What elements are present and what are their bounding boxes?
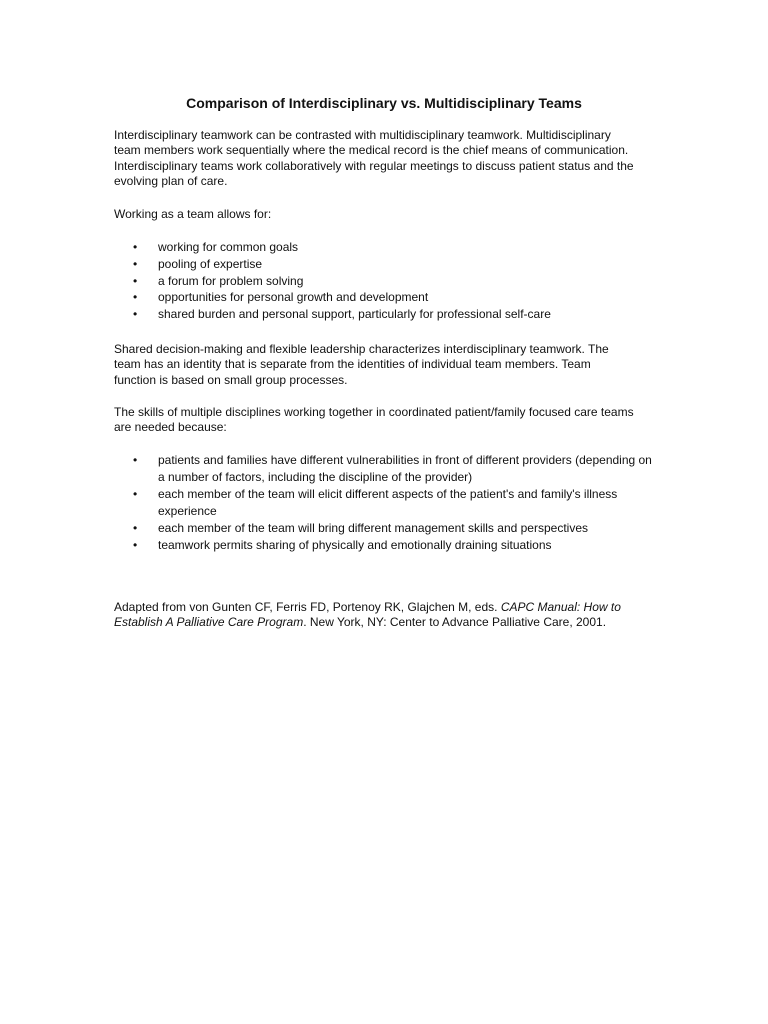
bullet-icon: •: [133, 290, 138, 305]
bullet-icon: •: [133, 538, 138, 553]
skills-intro-paragraph: The skills of multiple disciplines working together in coordinated patient/family focused care teams are needed because:: [114, 405, 634, 435]
list-item: [114, 452, 654, 486]
bullet-icon: •: [133, 307, 138, 322]
list-item-text: pooling of expertise: [158, 256, 263, 271]
bullet-icon: •: [133, 240, 138, 254]
intro-paragraph: Interdisciplinary teamwork can be contrasted with multidisciplinary teamwork. Multidisciplinary team members work sequentially where the medical record is the chief means of communication. Interdisciplinary teams work collaboratively with regular meetings to discuss patient status and the evolving plan of care.: [114, 128, 634, 189]
citation-title: CAPC Manual: How to Establish A Palliative Care Program: [114, 600, 621, 630]
list-item-text: working for common goals: [158, 240, 299, 254]
page-title: Comparison of Interdisciplinary vs. Multidisciplinary Teams: [186, 95, 582, 111]
list-item: [114, 520, 654, 537]
needed-list: [114, 452, 654, 555]
bullet-icon: •: [133, 521, 138, 536]
list-item-text: a forum for problem solving: [158, 273, 304, 288]
citation: [114, 600, 634, 631]
list-item: [114, 537, 654, 554]
list-item: [114, 486, 654, 520]
list-item-text: shared burden and personal support, particularly for professional self-care: [158, 307, 551, 322]
citation-suffix: . New York, NY: Center to Advance Palliative Care, 2001.: [303, 615, 607, 630]
list-item-text: opportunities for personal growth and development: [158, 290, 429, 305]
list-item: [114, 273, 654, 290]
list-item-text: patients and families have different vulnerabilities in front of different providers (depending on a number of factors, including the discipline of the provider): [158, 453, 652, 484]
allows-list: [114, 239, 654, 323]
list-item-text: each member of the team will bring different management skills and perspectives: [158, 521, 588, 536]
bullet-icon: •: [133, 273, 138, 288]
citation-prefix: Adapted from von Gunten CF, Ferris FD, Portenoy RK, Glajchen M, eds.: [114, 600, 501, 614]
list-item: [114, 289, 654, 306]
list-item-text: teamwork permits sharing of physically and emotionally draining situations: [158, 538, 552, 553]
list-item: [114, 306, 654, 323]
list-item-text: each member of the team will elicit different aspects of the patient's and family's illness experience: [158, 487, 618, 518]
bullet-icon: •: [133, 487, 138, 502]
list-item: [114, 239, 654, 256]
shared-leadership-paragraph: Shared decision-making and flexible leadership characterizes interdisciplinary teamwork. The team has an identity that is separate from the identities of individual team members. Team function is based on small group processes.: [114, 342, 609, 387]
allows-intro-paragraph: Working as a team allows for:: [114, 207, 272, 221]
list-item: [114, 256, 654, 273]
bullet-icon: •: [133, 453, 138, 467]
bullet-icon: •: [133, 256, 138, 271]
